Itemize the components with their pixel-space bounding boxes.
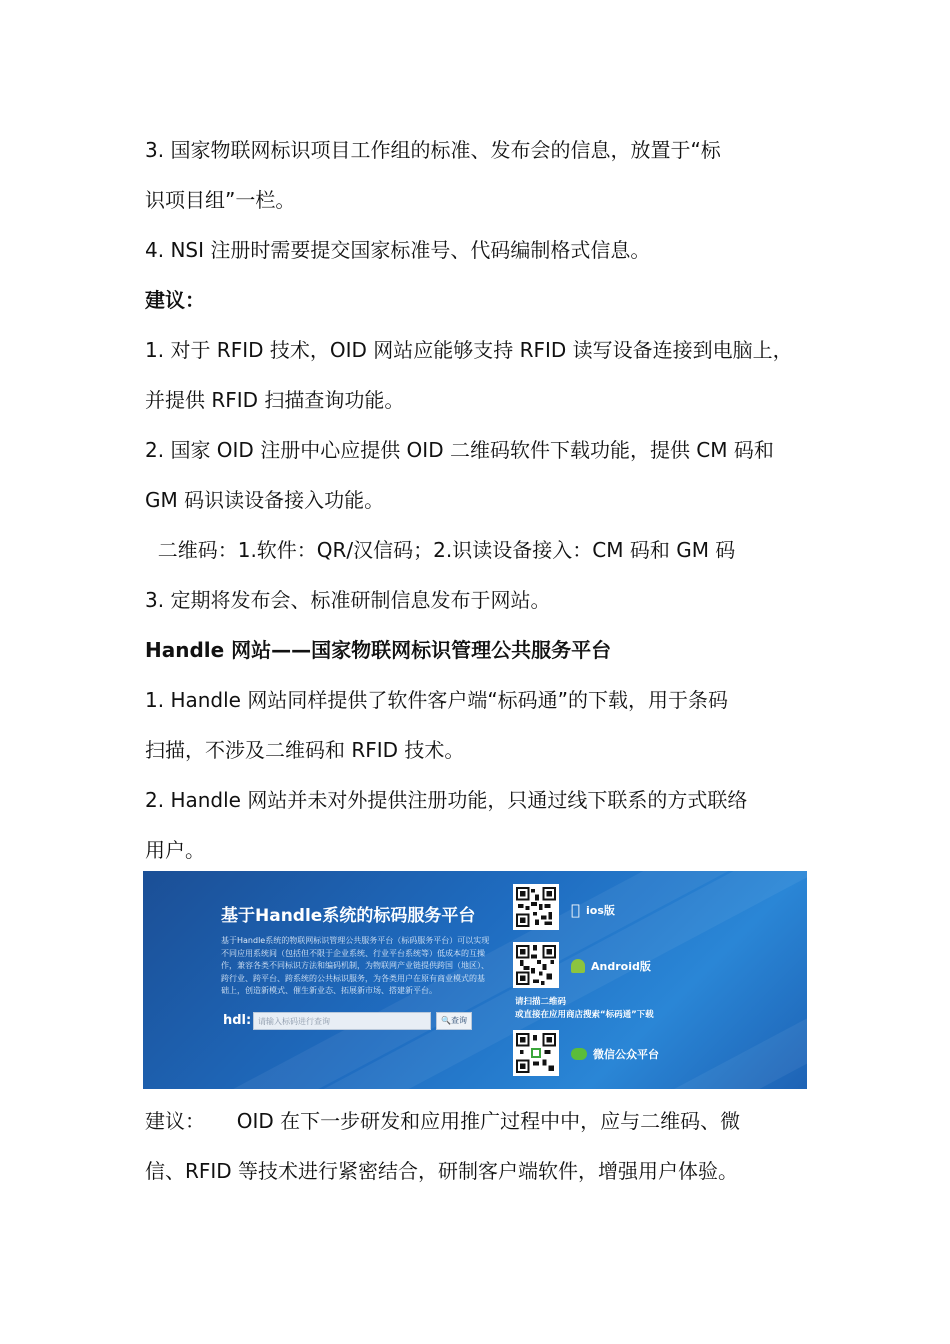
android-qr-code xyxy=(513,942,559,988)
ios-qr-code xyxy=(513,884,559,930)
wechat-official-account[interactable] xyxy=(571,1046,659,1062)
wechat-icon xyxy=(571,1048,587,1060)
paragraph-line: 识项目组”一栏。 xyxy=(145,188,296,212)
android-label: Android版 xyxy=(591,960,651,973)
search-button[interactable] xyxy=(436,1012,472,1030)
search-button-label: 查询 xyxy=(450,1016,467,1025)
section-heading: 建议： xyxy=(145,288,205,312)
paragraph-line: 扫描，不涉及二维码和 RFID 技术。 xyxy=(145,738,465,762)
apple-icon xyxy=(571,901,580,919)
download-hint-line: 或直接在应用商店搜索“标码通”下载 xyxy=(515,1010,654,1020)
paragraph-line: 用户。 xyxy=(145,838,205,862)
ios-download[interactable] xyxy=(571,901,615,919)
paragraph-line: 3. 国家物联网标识项目工作组的标准、发布会的信息，放置于“标 xyxy=(145,138,721,162)
paragraph-line: 4. NSI 注册时需要提交国家标准号、代码编制格式信息。 xyxy=(145,238,651,262)
download-hint xyxy=(515,996,654,1022)
paragraph-line: GM 码识读设备接入功能。 xyxy=(145,488,385,512)
hdl-label: hdl: xyxy=(223,1013,252,1028)
closing-paragraph-line: 建议： OID 在下一步研发和应用推广过程中中，应与二维码、微 xyxy=(145,1109,741,1133)
paragraph-line: 2. 国家 OID 注册中心应提供 OID 二维码软件下载功能，提供 CM 码和 xyxy=(145,438,774,462)
download-hint-line: 请扫描二维码 xyxy=(515,997,567,1007)
ios-label: ios版 xyxy=(577,903,606,916)
android-icon xyxy=(571,959,585,973)
android-download[interactable] xyxy=(571,958,651,974)
paragraph-line: 1. 对于 RFID 技术，OID 网站应能够支持 RFID 读写设备连接到电脑上， xyxy=(145,338,793,362)
paragraph-line: 1. Handle 网站同样提供了软件客户端“标码通”的下载，用于条码 xyxy=(145,688,729,712)
section-heading: Handle 网站——国家物联网标识管理公共服务平台 xyxy=(145,638,612,662)
handle-search-input[interactable]: 请输入标码进行查询 xyxy=(253,1012,431,1030)
handle-platform-banner xyxy=(143,871,807,1089)
paragraph-line: 二维码：1.软件：QR/汉信码；2.识读设备接入：CM 码和 GM 码 xyxy=(145,538,736,562)
paragraph-line: 并提供 RFID 扫描查询功能。 xyxy=(145,388,405,412)
wechat-qr-code xyxy=(513,1030,559,1076)
paragraph-line: 3. 定期将发布会、标准研制信息发布于网站。 xyxy=(145,588,551,612)
closing-paragraph-line: 信、RFID 等技术进行紧密结合，研制客户端软件，增强用户体验。 xyxy=(145,1159,739,1183)
magnifier-icon: 🔍 xyxy=(441,1016,451,1025)
wechat-label: 微信公众平台 xyxy=(593,1048,659,1061)
paragraph-line: 2. Handle 网站并未对外提供注册功能，只通过线下联系的方式联络 xyxy=(145,788,748,812)
banner-description: 基于Handle系统的物联网标识管理公共服务平台（标码服务平台）可以实现不同应用系统间（包括但不限于企业系统、行业平台系统等）低成本的互操作，兼容各类不同标识方法和编码机制，为物联网产业链提供跨国（地区）、跨行业、跨平台、跨系统的公共标识服务，为各类用户在原有商业模式的基础上，创造新模式、催生新业态、拓展新市场、搭建新平台。 xyxy=(221,936,490,995)
banner-title: 基于Handle系统的标码服务平台 xyxy=(221,906,476,926)
